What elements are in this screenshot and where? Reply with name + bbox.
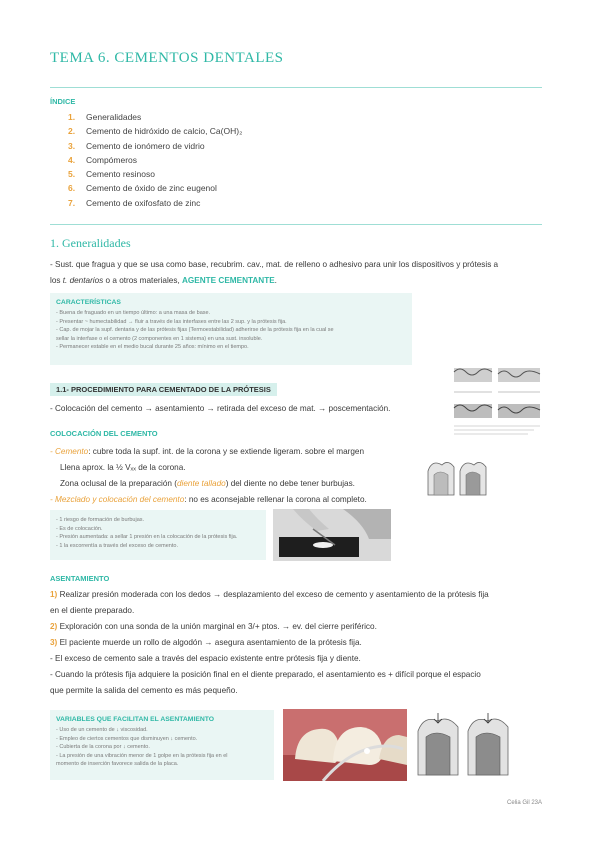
variables-box: VARIABLES QUE FACILITAN EL ASENTAMIENTO - Uso de un cemento de ↓ viscosidad. - Empleo de ciertos cementos que disminuyen ↓ cemento. - Cubierta de la corona por ↓ cemento. - La presión de una vibración menor de 1 golpe en la prótesis fija en el momento de inserción favorece salida de la placa. bbox=[50, 710, 274, 780]
caracteristicas-box: CARACTERÍSTICAS - Buena de fraguado en un tiempo último: a una masa de base. - Presentar ~ humectabilidad → fluir a través de las interfases entre las 2 sup. y la prótesis fija. - Cap. de mojar la supf. dentaria y de las prótesis fijas (Termoestabilidad) adherirse de la prótesis fija en la cual se sellar la interfase o el cemento (2 componentes en 1 sistema) en una sust. insoluble. - Permanecer estable en el medio bucal durante 25 años: mínimo en el tiempo. bbox=[50, 293, 412, 365]
toc-item[interactable]: 4. Compómeros bbox=[68, 154, 138, 165]
asentamiento-heading: ASENTAMIENTO bbox=[50, 574, 110, 583]
procedimiento-line: - Colocación del cemento → asentamiento → retirada del exceso de mat. → poscementación. bbox=[50, 404, 391, 413]
cement-mixing-photo bbox=[273, 509, 391, 561]
section-heading-generalidades: 1. Generalidades bbox=[50, 236, 131, 250]
page-title: TEMA 6. CEMENTOS DENTALES bbox=[50, 50, 284, 66]
procedimiento-heading: 1.1- PROCEDIMIENTO PARA CEMENTADO DE LA PRÓTESIS bbox=[50, 383, 277, 396]
colocacion-box: - 1 riesgo de formación de burbujas. - Es de colocación. - Presión aumentada: a sellar 1 presión en la colocación de la prótesis fija. - 1 la escorrentía a través del exceso de cemento. bbox=[50, 510, 266, 560]
colocacion-heading: COLOCACIÓN DEL CEMENTO bbox=[50, 429, 158, 438]
index-label: ÍNDICE bbox=[50, 97, 76, 106]
colocacion-text: - Cemento: cubre toda la supf. int. de la corona y se extiende ligeram. sobre el margen Llena aprox. la ½ Vₓₓ de la corona. Zona oclusal de la preparación (diente tallado) del diente no debe tener burbujas. - Mezclado y colocación del cemento: no es aconsejable rellenar la corona al completo. bbox=[50, 447, 367, 504]
cement-flow-diagram bbox=[414, 709, 514, 781]
toc-item[interactable]: 3. Cemento de ionómero de vidrio bbox=[68, 140, 205, 151]
toc-item[interactable]: 5. Cemento resinoso bbox=[68, 169, 155, 180]
toc-item[interactable]: 1. Generalidades bbox=[68, 112, 142, 122]
agente-cementante: AGENTE CEMENTANTE bbox=[182, 276, 275, 285]
toc-item[interactable]: 7. Cemento de oxifosfato de zinc bbox=[68, 197, 201, 208]
dental-probe-photo bbox=[283, 709, 407, 781]
toc-item[interactable]: 6. Cemento de óxido de zinc eugenol bbox=[68, 183, 217, 194]
footer-author: Celia Gil 23A bbox=[506, 800, 542, 806]
toc-item[interactable]: 2. Cemento de hidróxido de calcio, Ca(OH)₂ bbox=[68, 126, 243, 137]
intro-paragraph: - Sust. que fragua y que se usa como base, recubrim. cav., mat. de relleno o adhesivo para unir los dispositivos y prótesis a los t. dentarios o a otros materiales, AGENTE CEMENTANTE. bbox=[50, 260, 499, 285]
crown-seating-diagram bbox=[448, 362, 546, 442]
divider bbox=[50, 87, 542, 88]
asentamiento-text: 1) Realizar presión moderada con los dedos → desplazamiento del exceso de cemento y asentamiento de la prótesis fija en el diente preparado. 2) Exploración con una sonda de la unión marginal en 3/+ ptos. → ev. del cierre periférico. 3) El paciente muerde un rollo de algodón → asegura asentamiento de la prótesis fija. - El exceso de cemento sale a través del espacio existente entre prótesis fija y diente. - Cuando la prótesis fija adquiere la posición final en el diente preparado, el asentamiento es + difícil porque el espacio que permite la salida del cemento es más pequeño. bbox=[50, 590, 489, 695]
crown-diagram bbox=[422, 455, 492, 501]
table-of-contents bbox=[68, 110, 242, 210]
divider bbox=[50, 224, 542, 225]
